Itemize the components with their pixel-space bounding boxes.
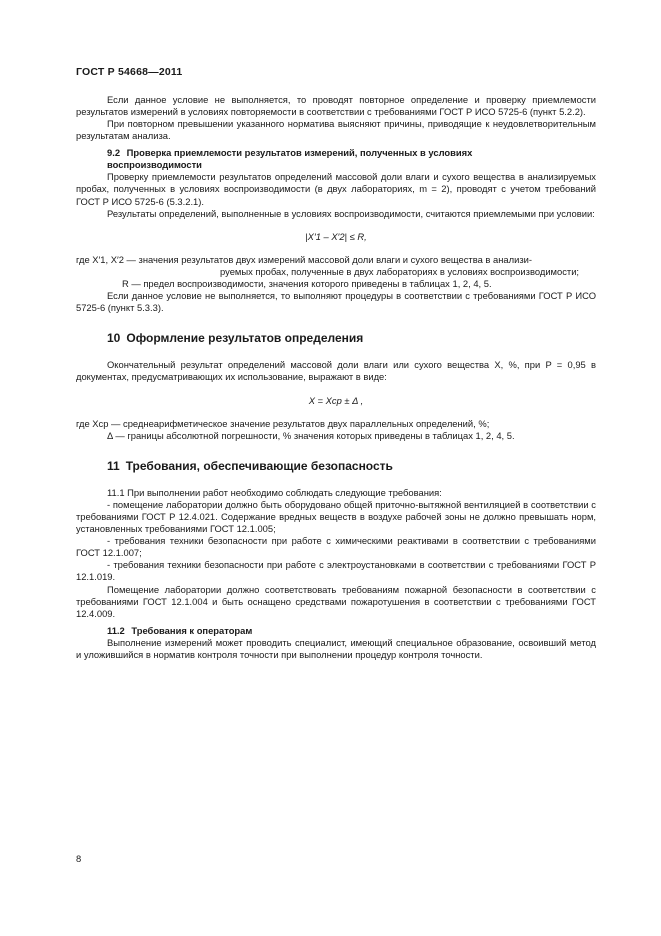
subsection-title: Требования к операторам <box>131 624 253 636</box>
section-number: 10 <box>107 331 121 346</box>
section-heading-10 <box>76 331 596 346</box>
list-item: - требования техники безопасности при работе с химическими реактивами в соответствии с требованиями ГОСТ 12.1.007; <box>76 535 596 559</box>
subsection-heading-9-2 <box>107 147 596 171</box>
where-delta: Δ — границы абсолютной погрешности, % значения которых приведены в таблицах 1, 2, 4, 5. <box>107 429 515 441</box>
paragraph: При повторном превышении указанного норматива выясняют причины, приводящие к неудовлетворительным результатам анализа. <box>76 118 596 142</box>
subsection-heading-11-2 <box>107 625 596 637</box>
where-clause <box>76 254 596 266</box>
section-heading-11 <box>76 459 596 474</box>
subsection-title-line1: Проверка приемлемости результатов измерений, полученных в условиях <box>126 147 473 159</box>
paragraph: Окончательный результат определений массовой доли влаги или сухого вещества X, %, при P = 0,95 в документах, предусматривающих их использование, выражают в виде: <box>76 359 596 383</box>
document-body <box>76 94 596 661</box>
formula-result: X = Xср ± Δ , <box>308 394 364 406</box>
paragraph: Выполнение измерений может проводить специалист, имеющий специальное образование, освоивший метод и уложившийся в норматив контроля точности при выполнении процедур контроля точности. <box>76 636 596 660</box>
paragraph: Проверку приемлемости результатов определений массовой доли влаги и сухого вещества в анализируемых пробах, полученных в условиях воспроизводимости (в двух лабораториях, m = 2), проводят с учетом требований ГОСТ Р ИСО 5725-6 (5.3.2.1). <box>76 171 596 207</box>
where-label: где X′1, X′2 — <box>76 253 139 265</box>
subsection-number: 9.2 <box>107 147 121 159</box>
document-header: ГОСТ Р 54668—2011 <box>76 66 183 78</box>
where-text: значения результатов двух измерений массовой доли влаги и сухого вещества в анализи- <box>138 253 532 265</box>
where-clause: где Xср — среднеарифметическое значение результатов двух параллельных определений, %; <box>76 417 490 429</box>
where-continuation: руемых пробах, полученные в двух лабораториях в условиях воспроизводимости; <box>220 265 580 277</box>
where-r: R — предел воспроизводимости, значения которого приведены в таблицах 1, 2, 4, 5. <box>122 278 492 290</box>
section-title: Оформление результатов определения <box>126 331 364 346</box>
paragraph: Результаты определений, выполненные в условиях воспроизводимости, считаются приемлемыми при условии: <box>107 207 595 219</box>
section-number: 11 <box>107 458 120 473</box>
subsection-title-line2: воспроизводимости <box>107 159 202 171</box>
paragraph: Если данное условие не выполняется, то проводят повторное определение и проверку приемлемости результатов измерений в условиях повторяемости в соответствии с требованиями ГОСТ Р ИСО 5725-6 (пункт 5.2.2). <box>76 94 596 118</box>
list-item: - помещение лаборатории должно быть оборудовано общей приточно-вытяжной вентиляцией в соответствии с требованиями ГОСТ Р 12.4.021. Содержание вредных веществ в воздухе рабочей зоны не должно превышать норм, установленных требованиями ГОСТ 12.1.005; <box>76 498 596 535</box>
formula-reproducibility: |X′1 – X′2| ≤ R, <box>305 230 367 242</box>
subsection-number: 11.2 <box>107 624 125 636</box>
paragraph: 11.1 При выполнении работ необходимо соблюдать следующие требования: <box>107 486 442 498</box>
page-number: 8 <box>76 853 82 864</box>
paragraph: Помещение лаборатории должно соответствовать требованиям пожарной безопасности в соответствии с требованиями ГОСТ 12.1.004 и быть оснащено средствами пожаротушения в соответствии с требованиями ГОСТ 12.4.009. <box>76 583 596 619</box>
section-title: Требования, обеспечивающие безопасность <box>125 458 393 473</box>
list-item: - требования техники безопасности при работе с электроустановками в соответствии с требованиями ГОСТ Р 12.1.019. <box>76 559 596 583</box>
paragraph: Если данное условие не выполняется, то выполняют процедуры в соответствии с требованиями ГОСТ Р ИСО 5725-6 (пункт 5.3.3). <box>76 290 596 314</box>
